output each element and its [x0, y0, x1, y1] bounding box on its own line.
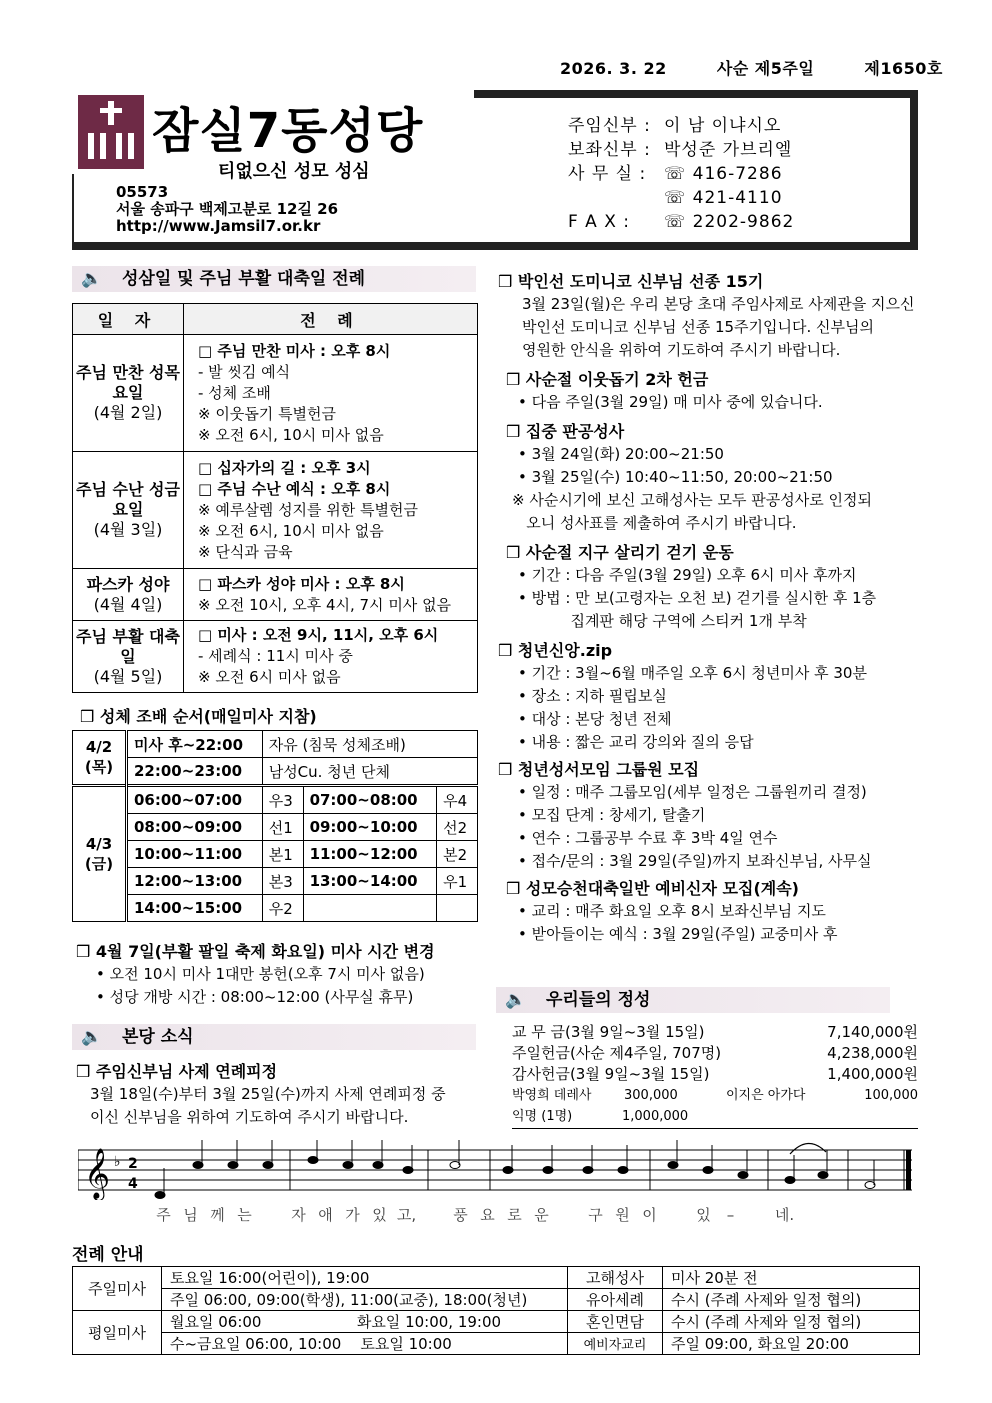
clergy-value: 이 남 이냐시오	[664, 116, 782, 136]
clergy-label: 주임신부 :	[568, 116, 651, 136]
notice-title: ❒ 집중 판공성사	[506, 422, 625, 441]
clergy-value: ☏ 416-7286	[664, 164, 783, 184]
notice-body: 3월 18일(수)부터 3월 25일(수)까지 사제 연례피정 중	[90, 1085, 446, 1103]
parish-address	[116, 184, 338, 235]
donor-row: 박영희 데레사 300,000 이지은 아가다 100,000	[512, 1088, 918, 1103]
notice-item: • 방법 : 만 보(고령자는 오천 보) 걷기를 실시한 후 1층	[518, 589, 877, 607]
speaker-icon: 🔈	[81, 1027, 103, 1047]
notice-item: • 모집 단계 : 창세기, 탈출기	[518, 806, 706, 824]
svg-text:𝄞: 𝄞	[84, 1148, 111, 1199]
notice-item: • 대상 : 본당 청년 전체	[518, 710, 672, 728]
adoration-title: ❒ 성체 조배 순서(매일미사 지참)	[80, 707, 317, 726]
notice-body: 3월 23일(월)은 우리 본당 초대 주임사제로 사제관을 지으신	[522, 295, 915, 313]
adoration-time: 08:00~09:00	[127, 814, 263, 841]
notice-body: 영원한 안식을 위하여 기도하여 주시기 바랍니다.	[522, 341, 841, 359]
adoration-group: 우3	[262, 786, 303, 814]
offering-row: 감사헌금(3월 9일~3월 15일) 1,400,000원	[512, 1065, 918, 1083]
adoration-group: 우2	[262, 895, 303, 922]
guide-sacrament: 혼인면담	[568, 1311, 663, 1333]
adoration-group: 자유 (침묵 성체조배)	[262, 731, 477, 758]
guide-sacrament: 고해성사	[568, 1267, 663, 1289]
guide-category: 평일미사	[73, 1311, 162, 1355]
notice-item: • 내용 : 짧은 교리 강의와 질의 응답	[518, 733, 754, 751]
notice-item: • 접수/문의 : 3월 29일(주일)까지 보좌신부님, 사무실	[518, 852, 872, 870]
adoration-group: 남성Cu. 청년 단체	[262, 758, 477, 786]
notice-item: • 성당 개방 시간 : 08:00~12:00 (사무실 휴무)	[96, 988, 414, 1006]
adoration-group: 우4	[437, 786, 478, 814]
parish-logo	[78, 95, 144, 169]
issue-season: 사순 제5주일	[716, 59, 815, 78]
liturgy-detail: □ 파스카 성야 미사 : 오후 8시 ※ 오전 10시, 오후 4시, 7시 미사 없음	[184, 569, 478, 621]
adoration-group: 우1	[437, 868, 478, 895]
col-liturgy-header: 전 례	[184, 304, 478, 335]
section-header-triduum	[72, 266, 476, 292]
guide-schedule: 수~금요일 06:00, 10:00 토요일 10:00	[162, 1333, 568, 1355]
notice-body: 이신 신부님을 위하여 기도하여 주시기 바랍니다.	[90, 1108, 409, 1126]
guide-sacrament-info: 주일 09:00, 화요일 20:00	[663, 1333, 920, 1355]
svg-text:♭: ♭	[114, 1154, 121, 1170]
section-header-news	[72, 1024, 476, 1050]
guide-schedule: 주일 06:00, 09:00(학생), 11:00(교중), 18:00(청년)	[162, 1289, 568, 1311]
notice-title: ❒ 사순절 지구 살리기 걷기 운동	[506, 543, 734, 562]
notice-title: ❒ 박인선 도미니코 신부님 선종 15기	[498, 272, 764, 291]
adoration-group: 선2	[437, 814, 478, 841]
adoration-table	[72, 730, 478, 922]
notice-item: • 일정 : 매주 그룹모임(세부 일정은 그룹원끼리 결정)	[518, 783, 867, 801]
notice-title: ❒ 4월 7일(부활 팔일 축제 화요일) 미사 시간 변경	[76, 942, 435, 961]
liturgy-day: 주님 수난 성금요일 (4월 3일)	[73, 452, 184, 569]
adoration-time: 10:00~11:00	[127, 841, 263, 868]
section-title: 본당 소식	[122, 1027, 194, 1047]
guide-sacrament-info: 수시 (주례 사제와 일정 협의)	[663, 1311, 920, 1333]
notice-item: • 다음 주일(3월 29일) 매 미사 중에 있습니다.	[518, 393, 823, 411]
guide-sacrament-info: 미사 20분 전	[663, 1267, 920, 1289]
clergy-value: ☏ 2202-9862	[664, 212, 795, 232]
liturgy-day: 주님 만찬 성목요일 (4월 2일)	[73, 335, 184, 452]
clergy-value: ☏ 421-4110	[664, 188, 783, 208]
issue-line	[560, 56, 943, 79]
adoration-time: 11:00~12:00	[303, 841, 437, 868]
notice-item: • 장소 : 지하 필립보실	[518, 687, 667, 705]
adoration-time: 06:00~07:00	[127, 786, 263, 814]
notice-item: • 3월 24일(화) 20:00~21:50	[518, 445, 724, 463]
notice-title: ❒ 주임신부님 사제 연례피정	[76, 1062, 278, 1081]
guide-sacrament: 예비자교리	[568, 1333, 663, 1355]
street-address: 서울 송파구 백제고분로 12길 26	[116, 200, 339, 218]
adoration-time	[303, 895, 437, 922]
liturgy-detail: □ 주님 만찬 미사 : 오후 8시 - 발 씻김 예식 - 성체 조배 ※ 이웃돕기 특별헌금 ※ 오전 6시, 10시 미사 없음	[184, 335, 478, 452]
notice-item: • 교리 : 매주 화요일 오후 8시 보좌신부님 지도	[518, 902, 826, 920]
hymn-lyrics: 주 님 께 는 자 애 가 있 고, 풍 요 로 운 구 원 이 있 – 네.	[156, 1206, 795, 1224]
clergy-info	[568, 114, 794, 234]
svg-text:4: 4	[128, 1176, 138, 1192]
notice-note: ※ 사순시기에 보신 고해성사는 모두 판공성사로 인정되	[512, 491, 872, 509]
liturgy-day: 주님 부활 대축일 (4월 5일)	[73, 621, 184, 693]
clergy-label: F A X :	[568, 212, 630, 232]
adoration-group: 본2	[437, 841, 478, 868]
liturgy-detail: □ 미사 : 오전 9시, 11시, 오후 6시 - 세례식 : 11시 미사 중 ※ 오전 6시 미사 없음	[184, 621, 478, 693]
parish-patron: 티없으신 성모 성심	[218, 161, 370, 182]
notice-title: ❒ 청년성서모임 그룹원 모집	[498, 760, 700, 779]
issue-number: 제1650호	[864, 59, 943, 78]
adoration-time: 13:00~14:00	[303, 868, 437, 895]
adoration-group: 본3	[262, 868, 303, 895]
parish-name: 잠실7동성당	[152, 103, 424, 159]
notice-item: • 오전 10시 미사 1대만 봉헌(오후 7시 미사 없음)	[96, 965, 425, 983]
notice-item: 집계판 해당 구역에 스티커 1개 부착	[518, 612, 807, 630]
speaker-icon: 🔈	[505, 990, 527, 1010]
svg-text:2: 2	[128, 1156, 138, 1172]
offering-list	[512, 1022, 918, 1127]
guide-table	[72, 1266, 920, 1355]
guide-sacrament: 유아세례	[568, 1289, 663, 1311]
offering-row: 교 무 금(3월 9일~3월 15일) 7,140,000원	[512, 1023, 918, 1041]
pastor-retreat	[76, 1060, 486, 1129]
adoration-time: 07:00~08:00	[303, 786, 437, 814]
guide-schedule: 토요일 16:00(어린이), 19:00	[162, 1267, 568, 1289]
guide-category: 주일미사	[73, 1267, 162, 1311]
adoration-time: 미사 후~22:00	[127, 731, 263, 758]
notice-item: • 기간 : 3월~6월 매주일 오후 6시 청년미사 후 30분	[518, 664, 867, 682]
adoration-time: 12:00~13:00	[127, 868, 263, 895]
clergy-label: 보좌신부 :	[568, 140, 651, 160]
notice-item: • 기간 : 다음 주일(3월 29일) 오후 6시 미사 후까지	[518, 566, 857, 584]
website-link[interactable]: http://www.Jamsil7.or.kr	[116, 217, 321, 235]
april7-notice	[76, 940, 486, 1009]
adoration-group	[437, 895, 478, 922]
adoration-time: 14:00~15:00	[127, 895, 263, 922]
col-date-header: 일 자	[73, 304, 184, 335]
section-header-offerings	[496, 987, 890, 1013]
postal-code: 05573	[116, 183, 169, 201]
guide-title: 전례 안내	[72, 1245, 144, 1265]
liturgy-detail: □ 십자가의 길 : 오후 3시 □ 주님 수난 예식 : 오후 8시 ※ 예루살렘 성지를 위한 특별헌금 ※ 오전 6시, 10시 미사 없음 ※ 단식과 금육	[184, 452, 478, 569]
guide-sacrament-info: 수시 (주례 사제와 일정 협의)	[663, 1289, 920, 1311]
notice-item: • 받아들이는 예식 : 3월 29일(주일) 교중미사 후	[518, 925, 838, 943]
notice-note: 오니 성사표를 제출하여 주시기 바랍니다.	[512, 514, 797, 532]
adoration-group: 선1	[262, 814, 303, 841]
adoration-date: 4/3 (금)	[73, 786, 127, 922]
notice-item: • 3월 25일(수) 10:40~11:50, 20:00~21:50	[518, 468, 833, 486]
adoration-time: 22:00~23:00	[127, 758, 263, 786]
hymn-score	[78, 1140, 918, 1200]
donor-row: 익명 (1명) 1,000,000	[512, 1109, 689, 1124]
notice-title: ❒ 청년신앙.zip	[498, 641, 613, 660]
right-column	[498, 270, 928, 946]
notice-title: ❒ 성모승천대축일반 예비신자 모집(계속)	[506, 879, 799, 898]
issue-date: 2026. 3. 22	[560, 59, 667, 78]
adoration-time: 09:00~10:00	[303, 814, 437, 841]
clergy-label: 사 무 실 :	[568, 164, 647, 184]
clergy-value: 박성준 가브리엘	[664, 140, 793, 160]
offering-row: 주일헌금(사순 제4주일, 707명) 4,238,000원	[512, 1044, 918, 1062]
notice-item: • 연수 : 그룹공부 수료 후 3박 4일 연수	[518, 829, 778, 847]
adoration-group: 본1	[262, 841, 303, 868]
section-title: 우리들의 정성	[546, 990, 651, 1010]
adoration-date: 4/2 (목)	[73, 731, 127, 786]
section-title: 성삼일 및 주님 부활 대축일 전례	[122, 269, 366, 289]
liturgy-day: 파스카 성야 (4월 4일)	[73, 569, 184, 621]
guide-schedule: 월요일 06:00 화요일 10:00, 19:00	[162, 1311, 568, 1333]
liturgy-table	[72, 303, 478, 693]
speaker-icon: 🔈	[81, 269, 103, 289]
notice-body: 박인선 도미니코 신부님 선종 15주기입니다. 신부님의	[522, 318, 874, 336]
notice-title: ❒ 사순절 이웃돕기 2차 헌금	[506, 370, 709, 389]
